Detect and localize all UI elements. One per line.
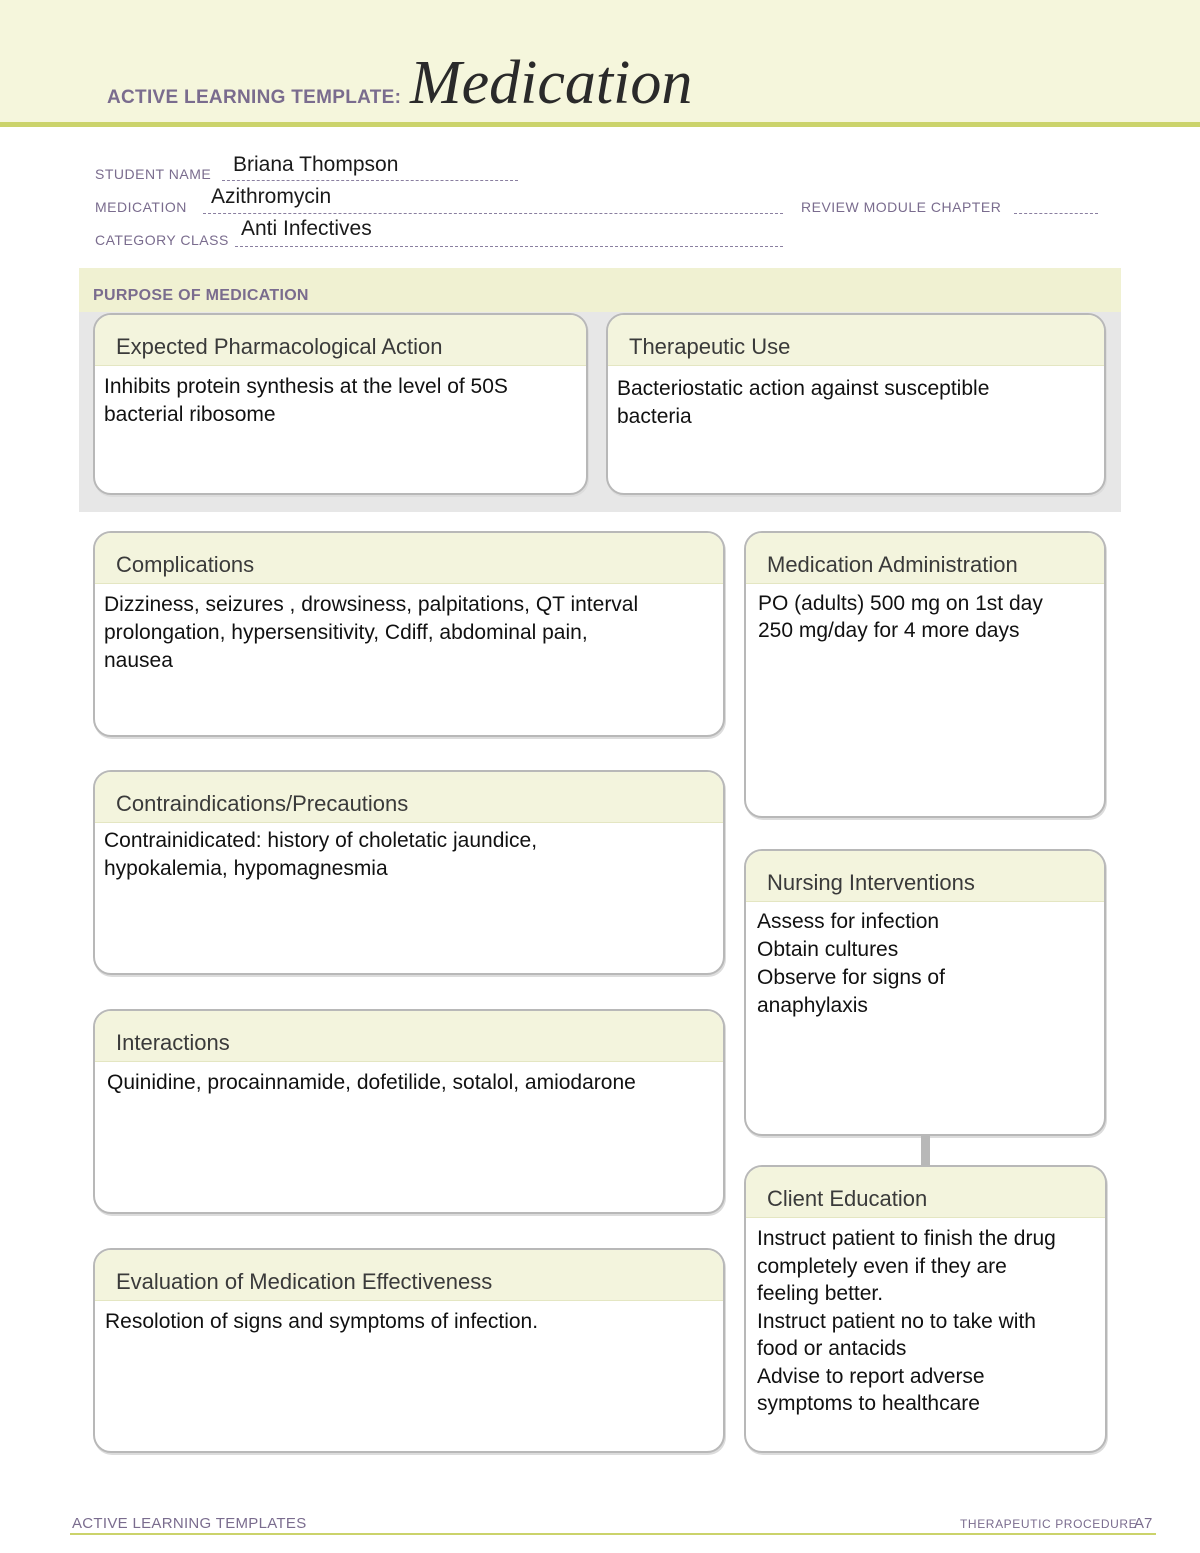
interactions-text[interactable] (95, 1062, 723, 1097)
category-class-label: CATEGORY CLASS (95, 232, 229, 248)
medication-administration-box (744, 531, 1106, 818)
footer-right: THERAPEUTIC PROCEDURE (960, 1517, 1138, 1531)
text-line: bacterial ribosome (104, 403, 276, 426)
text-line: Instruct patient no to take with (757, 1309, 1036, 1333)
purpose-title: PURPOSE OF MEDICATION (93, 287, 309, 304)
student-name-field[interactable]: Briana Thompson (233, 153, 399, 176)
text-line: nausea (104, 649, 173, 672)
text-line: food or antacids (757, 1337, 907, 1360)
contraindications-text[interactable] (95, 823, 723, 883)
medication-field[interactable]: Azithromycin (211, 185, 332, 208)
text-line: Bacteriostatic action against susceptible (617, 377, 990, 400)
complications-heading: Complications (95, 533, 723, 584)
text-line: symptoms to healthcare (757, 1392, 980, 1415)
contraindications-heading: Contraindications/Precautions (95, 772, 723, 823)
therapeutic-use-text[interactable] (608, 366, 1104, 431)
text-line: Observe for signs of (757, 966, 945, 989)
page-title: Medication (410, 49, 693, 117)
interactions-heading: Interactions (95, 1011, 723, 1062)
student-name-label: STUDENT NAME (95, 166, 212, 182)
nursing-interventions-heading: Nursing Interventions (746, 851, 1104, 902)
expected-action-text[interactable] (95, 366, 586, 429)
client-education-heading: Client Education (746, 1167, 1105, 1218)
client-education-text[interactable] (746, 1218, 1105, 1418)
evaluation-box (93, 1248, 725, 1453)
text-line: prolongation, hypersensitivity, Cdiff, abdominal pain, (104, 621, 588, 644)
evaluation-text[interactable] (95, 1301, 723, 1336)
box-connector (921, 1135, 930, 1167)
page-number: A7 (1134, 1515, 1153, 1532)
medication-administration-heading: Medication Administration (746, 533, 1104, 584)
text-line: Assess for infection (757, 910, 940, 933)
medication-line (203, 213, 783, 214)
therapeutic-use-heading: Therapeutic Use (608, 315, 1104, 366)
text-line: hypokalemia, hypomagnesmia (104, 857, 388, 880)
student-name-line (222, 180, 518, 181)
text-line: PO (adults) 500 mg on 1st day (758, 592, 1043, 615)
text-line: Quinidine, procainnamide, dofetilide, sotalol, amiodarone (107, 1071, 636, 1094)
text-line: completely even if they are (757, 1254, 1007, 1278)
text-line: Contrainidicated: history of choletatic jaundice, (104, 829, 538, 852)
expected-action-box (93, 313, 588, 495)
text-line: Obtain cultures (757, 938, 899, 961)
interactions-box (93, 1009, 725, 1214)
text-line: Advise to report adverse (757, 1364, 985, 1388)
category-class-field[interactable]: Anti Infectives (241, 217, 372, 240)
footer-left: ACTIVE LEARNING TEMPLATES (72, 1515, 307, 1532)
text-line: feeling better. (757, 1282, 884, 1305)
review-module-label: REVIEW MODULE CHAPTER (801, 199, 1002, 215)
complications-text[interactable] (95, 584, 723, 675)
evaluation-heading: Evaluation of Medication Effectiveness (95, 1250, 723, 1301)
review-module-field[interactable] (1014, 213, 1098, 214)
text-line: anaphylaxis (757, 994, 868, 1017)
footer-rule (70, 1533, 1156, 1535)
text-line: Instruct patient to finish the drug (757, 1227, 1056, 1250)
contraindications-box (93, 770, 725, 975)
text-line: Dizziness, seizures , drowsiness, palpitations, QT interval (104, 593, 639, 616)
therapeutic-use-box (606, 313, 1106, 495)
client-education-box (744, 1165, 1107, 1453)
text-line: 250 mg/day for 4 more days (758, 619, 1020, 642)
template-label: ACTIVE LEARNING TEMPLATE: (107, 87, 402, 108)
category-class-line (235, 246, 783, 247)
nursing-interventions-text[interactable] (746, 902, 1104, 1020)
medication-label: MEDICATION (95, 199, 187, 215)
medication-administration-text[interactable] (746, 584, 1104, 644)
nursing-interventions-box (744, 849, 1106, 1136)
text-line: Resolotion of signs and symptoms of infection. (105, 1310, 539, 1333)
expected-action-heading: Expected Pharmacological Action (95, 315, 586, 366)
header-rule (0, 122, 1200, 127)
text-line: Inhibits protein synthesis at the level of 50S (104, 375, 508, 398)
text-line: bacteria (617, 405, 692, 428)
complications-box (93, 531, 725, 737)
